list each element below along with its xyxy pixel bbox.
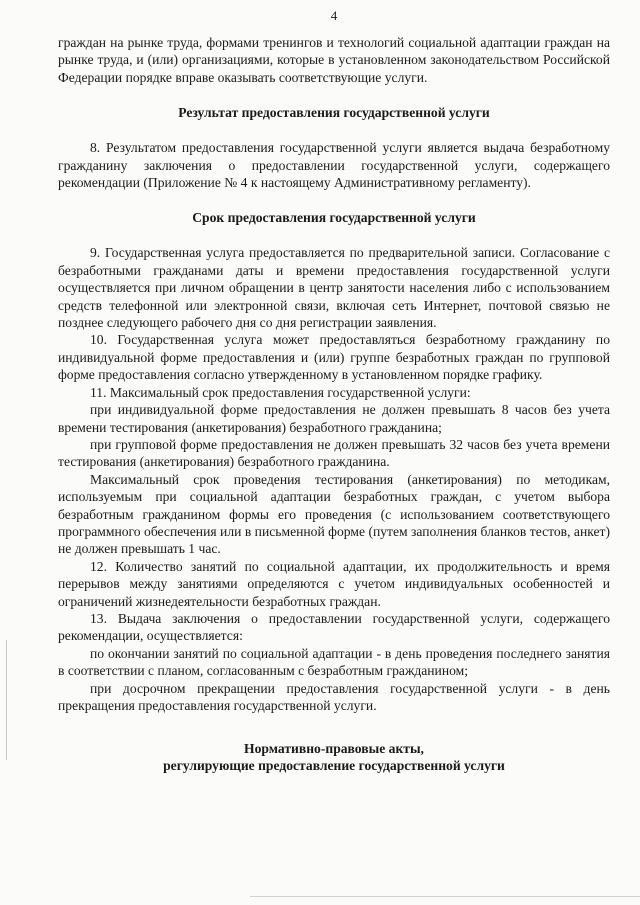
paragraph-12: 12. Количество занятий по социальной адаптации, их продолжительность и время перерывов между занятиями определяются с учетом индивидуальных особенностей и ограничений жизнедеятельности безработных граждан. <box>58 558 610 609</box>
paragraph-11-testing: Максимальный срок проведения тестирования (анкетирования) по методикам, используемым при социальной адаптации безработных граждан, с учетом выбора безработным гражданином формы его проведения (с использованием соответствующего программного обеспечения или в письменной форме (путем заполнения бланков тестов, анкет) не должен превышать 1 час. <box>58 471 610 557</box>
paragraph-13-end-of-classes: по окончании занятий по социальной адаптации - в день проведения последнего занятия в соответствии с планом, согласованным с безработным гражданином; <box>58 645 610 679</box>
paragraph-9: 9. Государственная услуга предоставляется по предварительной записи. Согласование с безработными гражданами даты и времени предоставления государственной услуги осуществляется при личном обращении в центр занятости населения либо с использованием средств телефонной или электронной связи, включая сеть Интернет, почтовой связью не позднее следующего рабочего дня со дня регистрации заявления. <box>58 245 610 331</box>
heading-regulatory-acts-line1: Нормативно-правовые акты, <box>244 741 424 757</box>
paragraph-11: 11. Максимальный срок предоставления государственной услуги: <box>90 384 471 400</box>
heading-term: Срок предоставления государственной услуги <box>192 210 476 226</box>
paragraph-8: 8. Результатом предоставления государственной услуги является выдача безработному гражданину заключения о предоставлении государственной услуги, содержащего рекомендации (Приложение № 4 к настоящему Административному регламенту). <box>58 140 610 191</box>
paragraph-13: 13. Выдача заключения о предоставлении государственной услуги, содержащего рекомендации, осуществляется: <box>58 610 610 644</box>
paragraph-10: 10. Государственная услуга может предоставляться безработному гражданину по индивидуальной форме предоставления и (или) группе безработных граждан по групповой форме предоставления согласно утвержденному в установленном порядке графику. <box>58 332 610 383</box>
scan-edge-mark <box>6 640 7 760</box>
paragraph-11-individual: при индивидуальной форме предоставления не должен превышать 8 часов без учета времени тестирования (анкетирования) безработного гражданина; <box>58 402 610 435</box>
scan-bottom-rule <box>250 896 640 897</box>
page-number: 4 <box>330 8 338 23</box>
heading-regulatory-acts <box>58 740 610 774</box>
heading-result: Результат предоставления государственной услуги <box>178 105 490 121</box>
paragraph-intro: граждан на рынке труда, формами тренингов и технологий социальной адаптации граждан на рынке труда, и (или) организациями, которые в установленном законодательством Российской Федерации порядке вправе оказывать соответствующие услуги. <box>58 35 610 85</box>
heading-regulatory-acts-line2: регулирующие предоставление государственной услуги <box>163 758 505 774</box>
paragraph-11-group: при групповой форме предоставления не должен превышать 32 часов без учета времени тестирования (анкетирования) безработного гражданина. <box>58 436 610 470</box>
paragraph-13-early-termination: при досрочном прекращении предоставления государственной услуги - в день прекращения предоставления государственной услуги. <box>58 680 610 713</box>
